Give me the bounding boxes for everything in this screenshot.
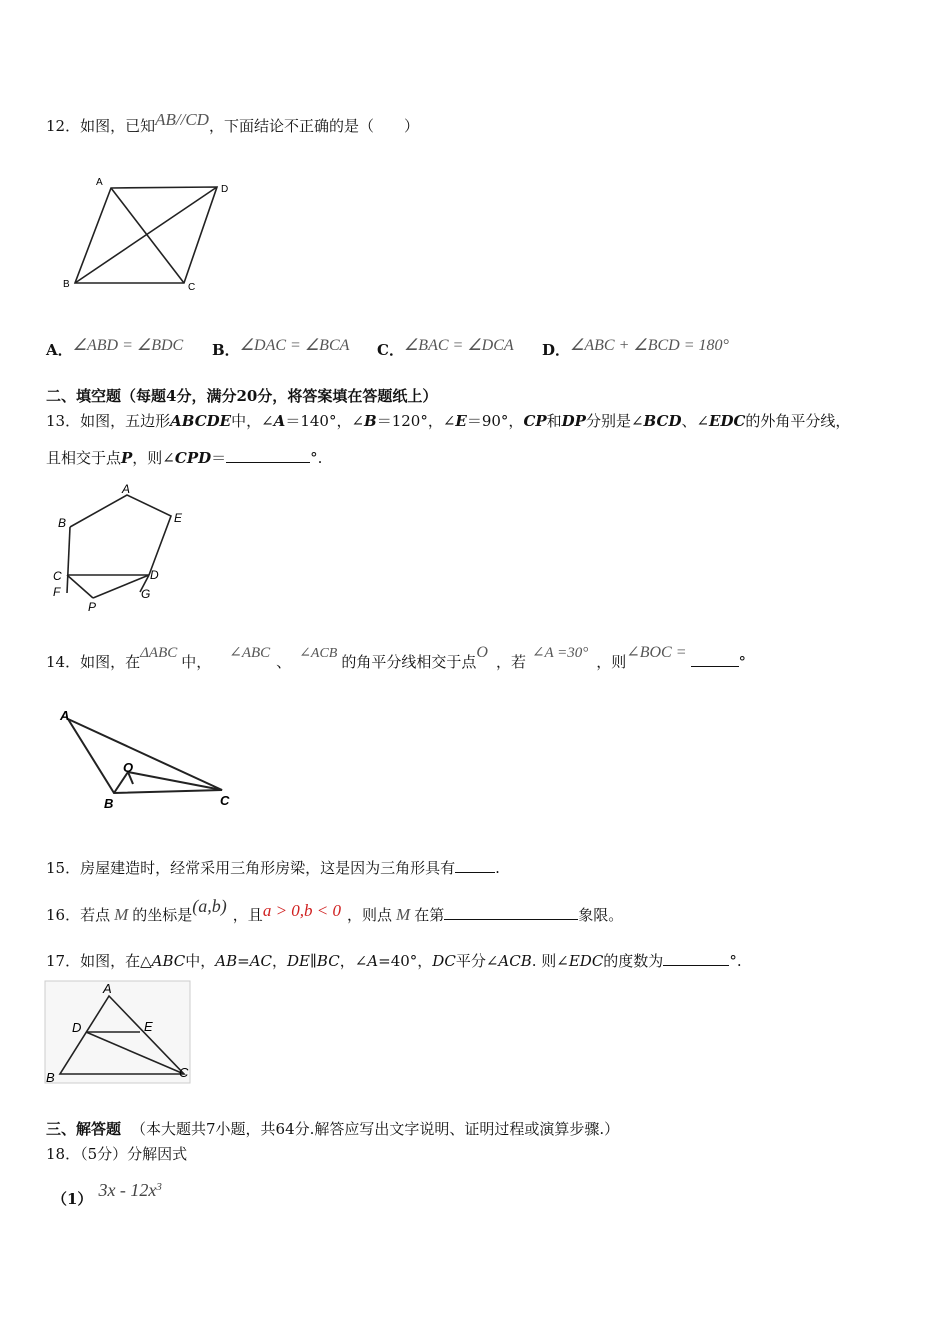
q13-answer-blank[interactable] — [226, 448, 310, 463]
q17-figure — [44, 980, 192, 1086]
q12-label-c: C — [188, 282, 196, 293]
q12-math: AB//CD — [155, 110, 209, 129]
q16-answer-blank[interactable] — [444, 905, 578, 920]
q18-part1: （1） $3x - 12x^3$ — [52, 1180, 162, 1208]
q14-label-c: C — [220, 793, 230, 808]
q18-expression: 3x - 12x — [98, 1180, 157, 1200]
q12-option-b[interactable]: B．∠DAC = ∠BCA — [212, 337, 350, 359]
q17-answer-blank[interactable] — [663, 951, 729, 966]
q14-triangle — [68, 719, 222, 793]
q13-label-d: D — [150, 568, 159, 582]
q17-label-d: D — [72, 1020, 82, 1035]
q12-diagonal-bd — [75, 187, 217, 283]
q13-figure — [50, 480, 200, 615]
q13-bisector-cp — [67, 575, 93, 598]
q14-label-a: A — [60, 708, 70, 723]
q13-side-bf — [67, 527, 70, 593]
q14-stem: 14．如图，在ΔABC 中， ∠ABC 、 ∠ACB 的角平分线相交于点O，若 ∠A =30° ，则∠BOC =° — [46, 644, 747, 671]
q13-pentagon-upper — [70, 495, 171, 575]
q13-label-a: A — [122, 482, 131, 496]
q14-label-o: O — [123, 760, 134, 775]
q15-answer-blank[interactable] — [455, 858, 495, 873]
q18-exponent: 3 — [156, 1181, 162, 1193]
q12-label-d: D — [221, 184, 229, 195]
q14-figure — [56, 702, 246, 814]
q13-label-c: C — [53, 569, 62, 583]
q17-label-a: A — [103, 981, 112, 996]
q14-label-b: B — [104, 796, 114, 811]
q18-stem: 18．（5分）分解因式 — [46, 1145, 188, 1163]
q17-label-e: E — [144, 1019, 153, 1034]
q13-label-f: F — [53, 585, 61, 599]
q16-stem: 16．若点 M 的坐标是(a,b) ，且a > 0,b < 0 ，则点 M 在第 象限。 — [46, 896, 624, 924]
q13-label-p: P — [88, 600, 97, 614]
q17-stem: 17．如图，在△ABC中，AB=AC，DE∥BC，∠A=40°，DC平分∠ACB. 则∠EDC的度数为 °. — [46, 952, 742, 970]
q12-diagonal-ac — [111, 188, 184, 283]
q12-stem: 12．如图，已知AB//CD，下面结论不正确的是（ ） — [46, 110, 419, 135]
section3-heading: 三、解答题 （本大题共7小题，共64分.解答应写出文字说明、证明过程或演算步骤.） — [46, 1120, 620, 1138]
q13-label-e: E — [174, 511, 183, 525]
q13-label-g: G — [141, 587, 151, 601]
q12-label-b: B — [63, 279, 70, 290]
q13-label-b: B — [58, 516, 67, 530]
q12-figure — [60, 174, 240, 296]
q12-label-a: A — [96, 177, 103, 188]
q12-option-a[interactable]: A．∠ABD = ∠BDC — [46, 337, 184, 359]
q17-label-c: C — [179, 1065, 189, 1080]
q14-answer-blank[interactable] — [691, 652, 739, 667]
q13-stem-line1: 13．如图，五边形ABCDE中，∠A＝140°，∠B＝120°，∠E＝90°，CP和DP分别是∠BCD、∠EDC的外角平分线， — [46, 412, 851, 430]
q12-option-c[interactable]: C．∠BAC = ∠DCA — [377, 337, 514, 359]
q17-label-b: B — [46, 1070, 55, 1085]
q12-option-d[interactable]: D．∠ABC + ∠BCD = 180° — [542, 337, 729, 359]
q13-stem-line2: 且相交于点P，则∠CPD＝ °. — [46, 449, 323, 467]
section2-title: 二、填空题（每题4分，满分20分，将答案填在答题纸上） — [46, 387, 438, 405]
q15-stem: 15．房屋建造时，经常采用三角形房梁，这是因为三角形具有 . — [46, 859, 500, 877]
